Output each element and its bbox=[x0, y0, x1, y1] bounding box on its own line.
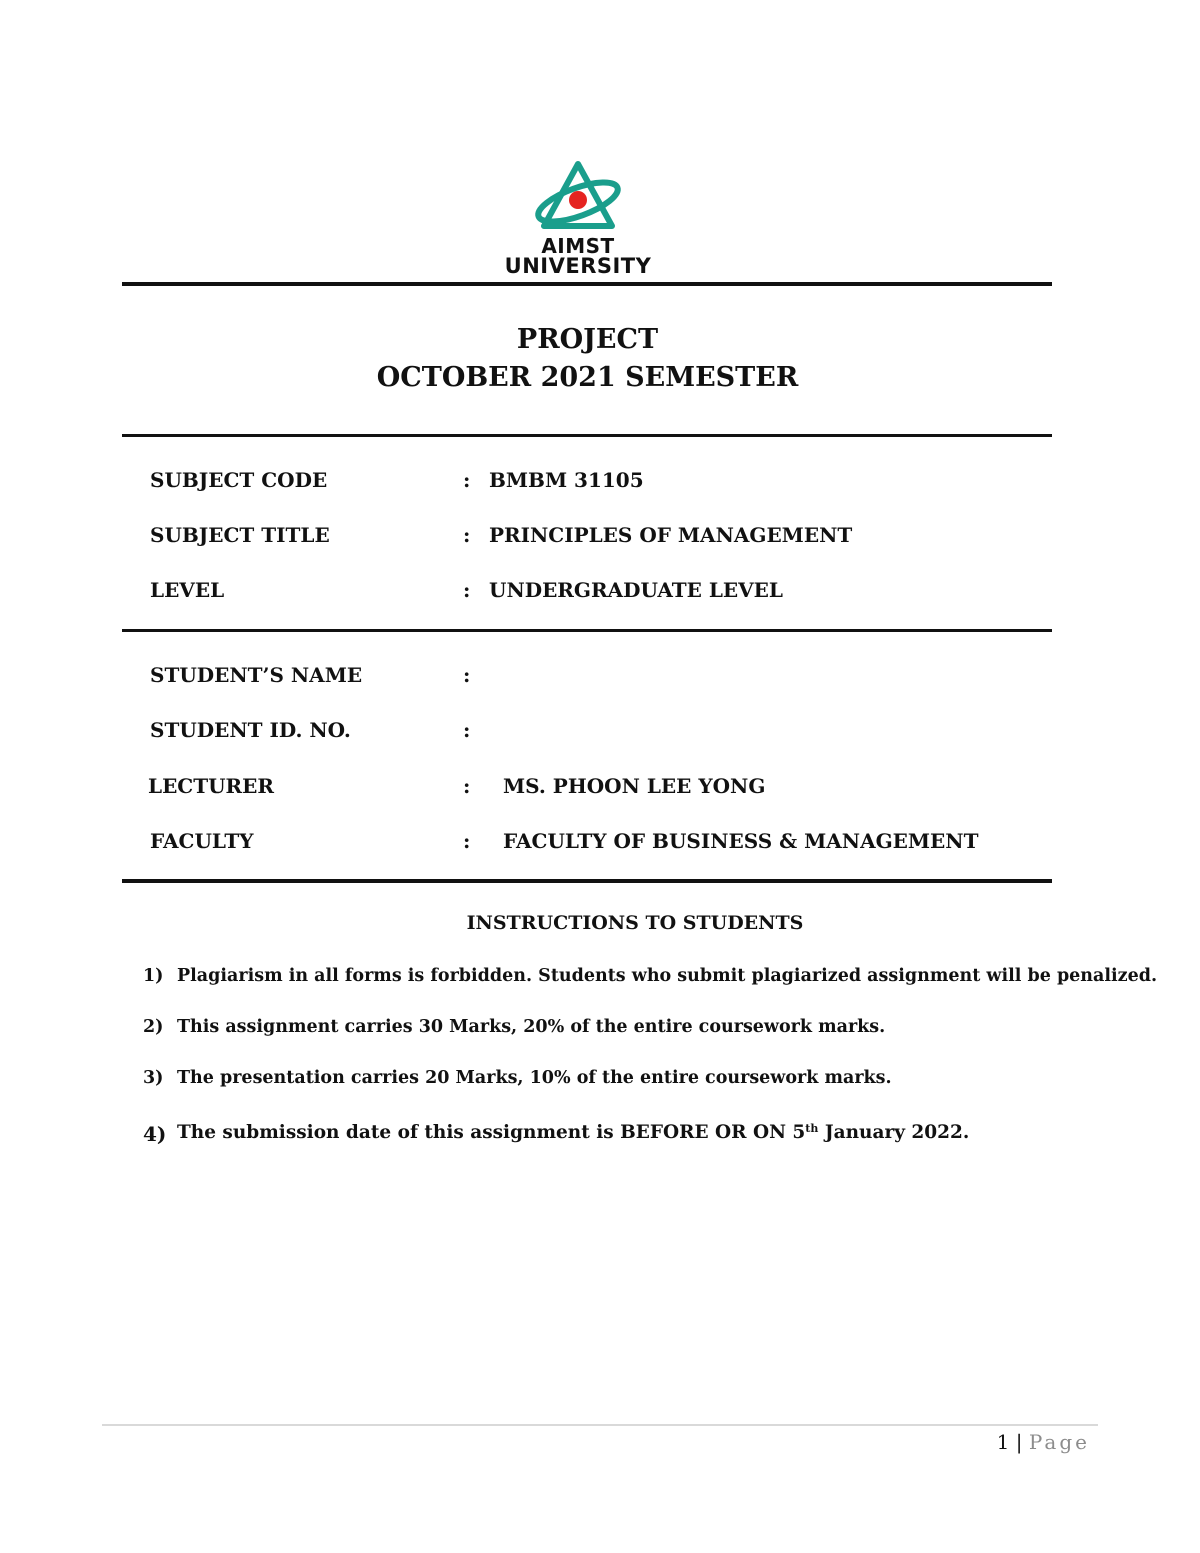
field-colon: : bbox=[463, 829, 471, 853]
field-colon: : bbox=[463, 774, 471, 798]
page-number-separator: | bbox=[1015, 1430, 1023, 1454]
level-value: UNDERGRADUATE LEVEL bbox=[489, 578, 783, 602]
instructions-heading: INSTRUCTIONS TO STUDENTS bbox=[466, 912, 804, 934]
field-colon: : bbox=[463, 718, 471, 742]
instruction-number: 1) bbox=[143, 966, 164, 986]
field-label: STUDENT’S NAME bbox=[150, 663, 363, 687]
instruction-number: 3) bbox=[143, 1068, 164, 1088]
student-divider bbox=[122, 879, 1052, 883]
subject-title-value: PRINCIPLES OF MANAGEMENT bbox=[489, 523, 853, 547]
field-colon: : bbox=[463, 523, 471, 547]
field-colon: : bbox=[463, 468, 471, 492]
field-label: STUDENT ID. NO. bbox=[150, 718, 351, 742]
document-subtitle: OCTOBER 2021 SEMESTER bbox=[376, 362, 799, 393]
atom-icon bbox=[530, 160, 626, 242]
page-number bbox=[997, 1430, 1090, 1454]
university-logo bbox=[498, 160, 658, 280]
page-label: Page bbox=[1028, 1430, 1090, 1454]
header-divider bbox=[122, 282, 1052, 286]
instruction-number: 4) bbox=[143, 1122, 167, 1146]
instruction-text bbox=[177, 1122, 969, 1143]
faculty-value: FACULTY OF BUSINESS & MANAGEMENT bbox=[503, 829, 979, 853]
submission-deadline: BEFORE OR ON 5 bbox=[620, 1122, 806, 1143]
instruction-text: Plagiarism in all forms is forbidden. Students who submit plagiarized assignment will be penalized. bbox=[177, 966, 1158, 986]
field-label: FACULTY bbox=[150, 829, 254, 853]
lecturer-value: MS. PHOON LEE YONG bbox=[503, 774, 766, 798]
field-label: SUBJECT TITLE bbox=[150, 523, 330, 547]
instruction-number: 2) bbox=[143, 1017, 164, 1037]
title-divider bbox=[122, 434, 1052, 437]
logo-text-aimst: AIMST bbox=[541, 234, 615, 258]
field-colon: : bbox=[463, 578, 471, 602]
footer-divider bbox=[102, 1424, 1098, 1426]
submission-date: January 2022. bbox=[818, 1122, 970, 1143]
field-label: SUBJECT CODE bbox=[150, 468, 328, 492]
field-colon: : bbox=[463, 663, 471, 687]
page-number-value: 1 bbox=[996, 1430, 1010, 1454]
submission-text: The submission date of this assignment is bbox=[177, 1122, 621, 1143]
document-title: PROJECT bbox=[516, 324, 659, 355]
logo-text-university: UNIVERSITY bbox=[504, 254, 652, 278]
field-label: LEVEL bbox=[150, 578, 225, 602]
subject-divider bbox=[122, 629, 1052, 632]
subject-code-value: BMBM 31105 bbox=[489, 468, 644, 492]
instruction-text: The presentation carries 20 Marks, 10% of the entire coursework marks. bbox=[177, 1068, 892, 1088]
instruction-text: This assignment carries 30 Marks, 20% of the entire coursework marks. bbox=[177, 1017, 886, 1037]
ordinal-suffix: th bbox=[805, 1122, 819, 1135]
field-label: LECTURER bbox=[148, 774, 275, 798]
